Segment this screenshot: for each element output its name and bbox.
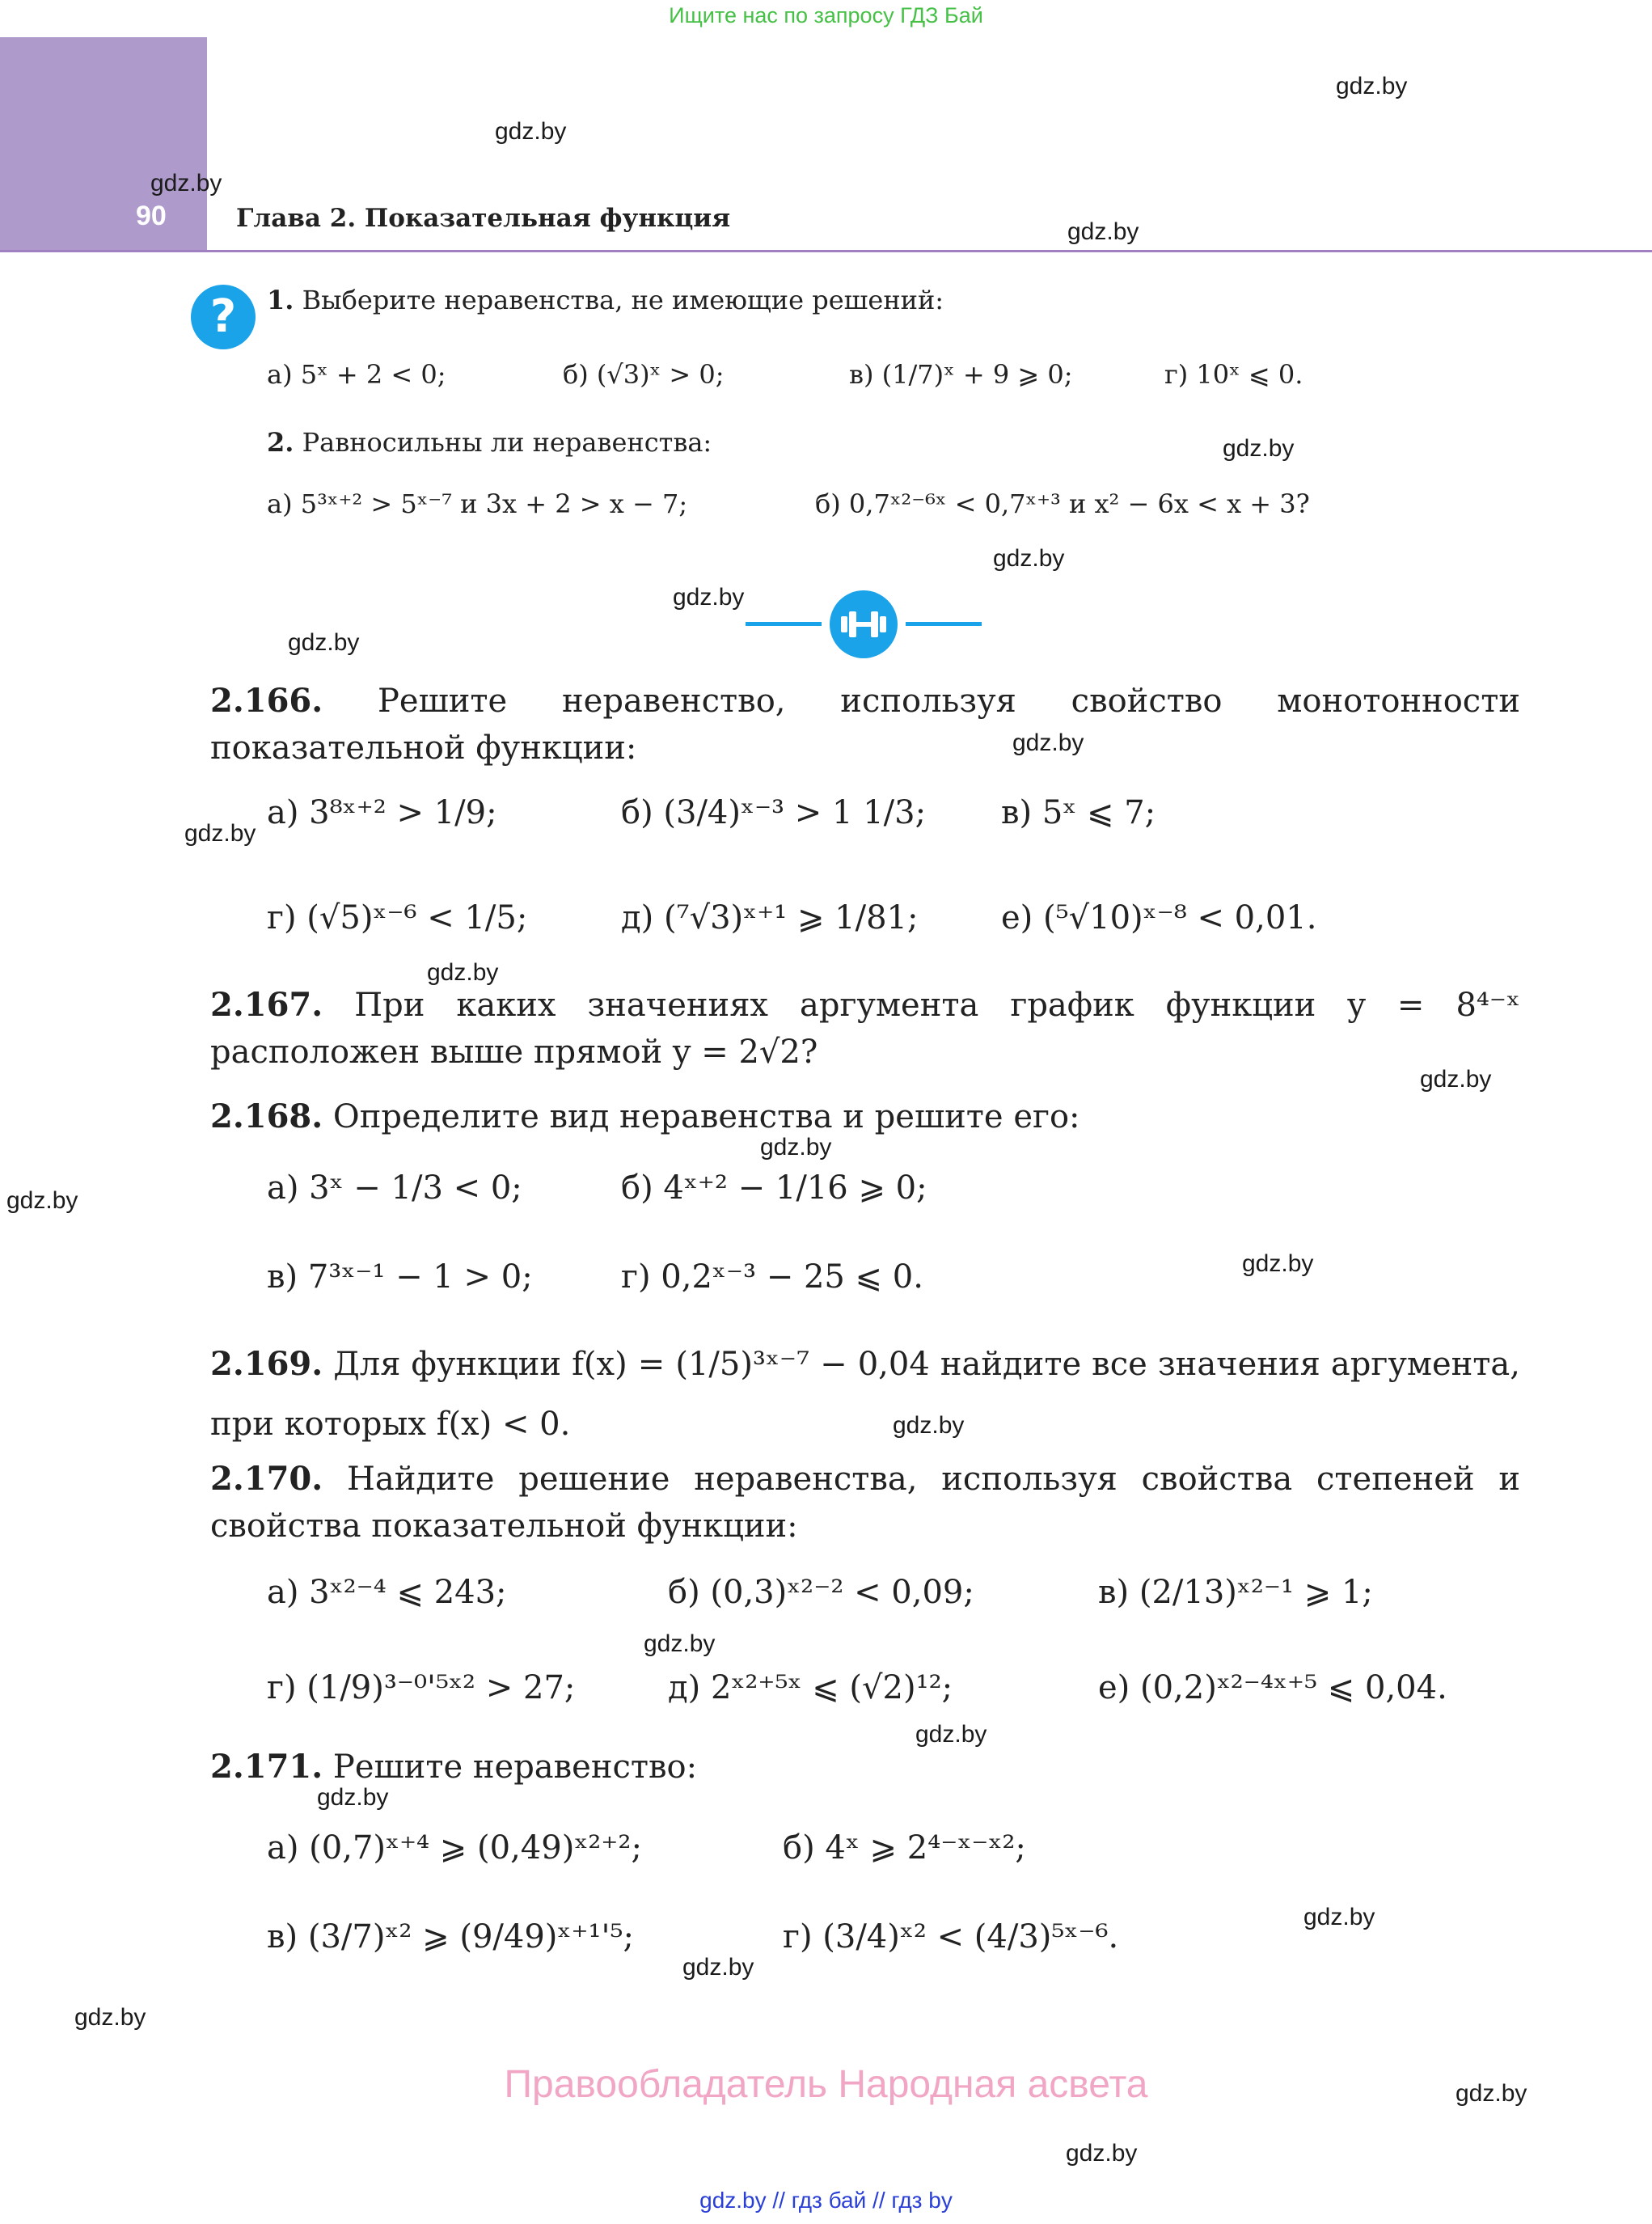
copyright-text: Правообладатель Народная асвета — [504, 2063, 1148, 2106]
watermark[interactable]: gdz.by — [682, 1954, 754, 1981]
question-number: 2. — [267, 427, 294, 458]
footer-links[interactable]: gdz.by // гдз бай // гдз by — [699, 2188, 953, 2213]
watermark[interactable]: gdz.by — [317, 1784, 389, 1811]
question-1-item: а) 5ˣ + 2 < 0; — [267, 359, 446, 390]
task-item: г) (3/4)ˣ² < (4/3)⁵ˣ⁻⁶. — [783, 1918, 1119, 1956]
page-tab — [0, 37, 207, 251]
task-number: 2.167. — [210, 986, 323, 1024]
watermark[interactable]: gdz.by — [495, 118, 567, 145]
watermark[interactable]: gdz.by — [915, 1721, 987, 1748]
task-item: в) 7³ˣ⁻¹ − 1 > 0; — [267, 1258, 533, 1296]
task-item: б) (0,3)ˣ²⁻² < 0,09; — [668, 1574, 974, 1611]
question-1 — [267, 285, 944, 315]
watermark[interactable]: gdz.by — [184, 820, 256, 847]
question-text: Равносильны ли неравенства: — [302, 427, 712, 458]
task-2-171 — [210, 1744, 1520, 1791]
task-item: а) 3ˣ − 1/3 < 0; — [267, 1169, 522, 1207]
task-item: а) 3⁸ˣ⁺² > 1/9; — [267, 794, 497, 831]
task-text: Решите неравенство: — [332, 1748, 698, 1786]
header-rule — [0, 250, 1652, 252]
top-banner[interactable]: Ищите нас по запросу ГДЗ Бай — [669, 3, 983, 27]
task-item: д) 2ˣ²⁺⁵ˣ ⩽ (√2)¹²; — [668, 1669, 953, 1706]
task-item: в) (2/13)ˣ²⁻¹ ⩾ 1; — [1098, 1574, 1373, 1611]
question-2 — [267, 427, 712, 458]
question-1-item: г) 10ˣ ⩽ 0. — [1164, 359, 1303, 390]
watermark[interactable]: gdz.by — [150, 170, 222, 197]
watermark[interactable]: gdz.by — [1336, 73, 1408, 99]
question-icon: ? — [191, 285, 256, 349]
task-item: б) 4ˣ ⩾ 2⁴⁻ˣ⁻ˣ²; — [783, 1829, 1026, 1867]
watermark[interactable]: gdz.by — [760, 1134, 832, 1161]
watermark[interactable]: gdz.by — [644, 1630, 716, 1657]
watermark[interactable]: gdz.by — [74, 2004, 146, 2031]
watermark[interactable]: gdz.by — [1066, 2140, 1138, 2167]
watermark[interactable]: gdz.by — [1303, 1904, 1375, 1930]
task-item: в) 5ˣ ⩽ 7; — [1001, 794, 1156, 831]
task-number: 2.171. — [210, 1748, 323, 1786]
watermark[interactable]: gdz.by — [1223, 435, 1295, 462]
task-item: б) 4ˣ⁺² − 1/16 ⩾ 0; — [621, 1169, 927, 1207]
watermark[interactable]: gdz.by — [427, 959, 499, 986]
task-item: г) (1/9)³⁻⁰'⁵ˣ² > 27; — [267, 1669, 576, 1706]
watermark[interactable]: gdz.by — [893, 1412, 965, 1439]
task-item: е) (⁵√10)ˣ⁻⁸ < 0,01. — [1001, 899, 1317, 937]
task-text: Определите вид неравенства и решите его: — [332, 1098, 1080, 1135]
chapter-title: Глава 2. Показательная функция — [236, 204, 731, 233]
task-number: 2.169. — [210, 1345, 323, 1383]
watermark[interactable]: gdz.by — [1067, 218, 1139, 245]
task-item: г) (√5)ˣ⁻⁶ < 1/5; — [267, 899, 528, 937]
page-number: 90 — [136, 201, 167, 231]
task-item: д) (⁷√3)ˣ⁺¹ ⩾ 1/81; — [621, 899, 919, 937]
task-2-167 — [210, 982, 1520, 1076]
question-2-item: б) 0,7ˣ²⁻⁶ˣ < 0,7ˣ⁺³ и x² − 6x < x + 3? — [815, 488, 1310, 519]
question-text: Выберите неравенства, не имеющие решений: — [302, 285, 944, 315]
question-2-item: а) 5³ˣ⁺² > 5ˣ⁻⁷ и 3x + 2 > x − 7; — [267, 488, 688, 519]
task-2-166 — [210, 678, 1520, 772]
task-item: в) (3/7)ˣ² ⩾ (9/49)ˣ⁺¹'⁵; — [267, 1918, 635, 1956]
question-1-item: в) (1/7)ˣ + 9 ⩾ 0; — [849, 359, 1073, 390]
task-item: а) (0,7)ˣ⁺⁴ ⩾ (0,49)ˣ²⁺²; — [267, 1829, 642, 1867]
task-item: е) (0,2)ˣ²⁻⁴ˣ⁺⁵ ⩽ 0,04. — [1098, 1669, 1447, 1706]
task-item: а) 3ˣ²⁻⁴ ⩽ 243; — [267, 1574, 507, 1611]
watermark[interactable]: gdz.by — [673, 584, 745, 611]
task-text: Для функции f(x) = (1/5)³ˣ⁻⁷ − 0,04 найдите все значения аргумента, при которых f(x) < 0. — [210, 1346, 1520, 1443]
task-number: 2.166. — [210, 682, 323, 720]
task-text: Найдите решение неравенства, используя свойства степеней и свойства показательной функции: — [210, 1461, 1520, 1545]
task-2-169 — [210, 1334, 1520, 1454]
question-1-item: б) (√3)ˣ > 0; — [563, 359, 725, 390]
watermark[interactable]: gdz.by — [1242, 1250, 1314, 1277]
task-item: г) 0,2ˣ⁻³ − 25 ⩽ 0. — [621, 1258, 923, 1296]
task-2-168 — [210, 1093, 1520, 1140]
task-text: При каких значениях аргумента график функции y = 8⁴⁻ˣ расположен выше прямой y = 2√2? — [210, 987, 1520, 1071]
divider-line — [906, 622, 982, 626]
watermark[interactable]: gdz.by — [993, 545, 1065, 572]
watermark[interactable]: gdz.by — [6, 1187, 78, 1214]
task-item: б) (3/4)ˣ⁻³ > 1 1/3; — [621, 794, 927, 831]
watermark[interactable]: gdz.by — [1456, 2080, 1527, 2107]
question-number: 1. — [267, 285, 294, 315]
watermark[interactable]: gdz.by — [288, 629, 360, 656]
task-number: 2.170. — [210, 1460, 323, 1498]
watermark[interactable]: gdz.by — [1012, 729, 1084, 756]
watermark[interactable]: gdz.by — [1420, 1066, 1492, 1093]
dumbbell-icon — [830, 590, 898, 658]
task-2-170 — [210, 1456, 1520, 1550]
divider-line — [746, 622, 822, 626]
task-number: 2.168. — [210, 1097, 323, 1135]
task-text: Решите неравенство, используя свойство монотонности показательной функции: — [210, 683, 1520, 767]
